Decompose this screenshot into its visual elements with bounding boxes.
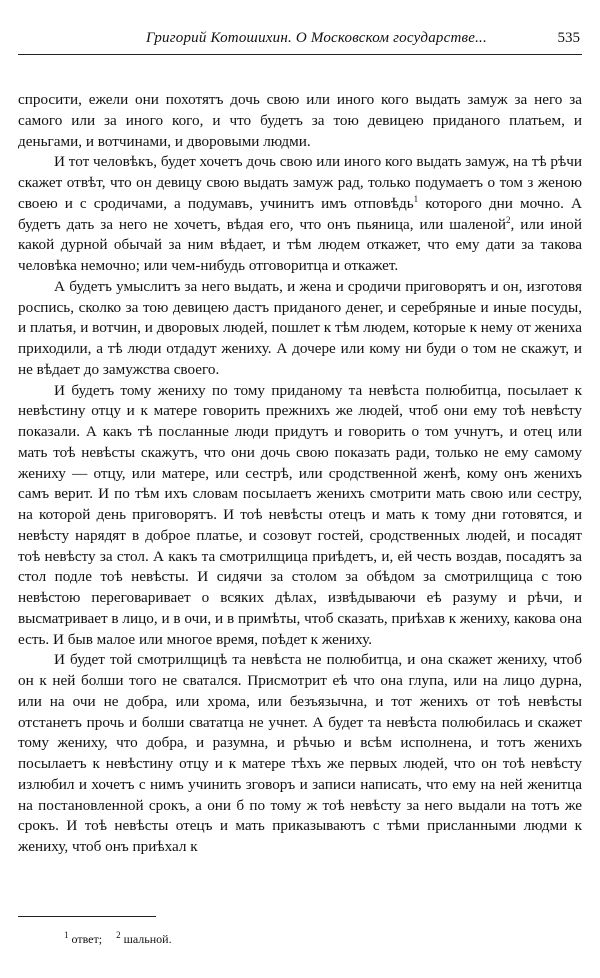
paragraph: И будет той смотрилщицѣ та невѣста не полюбитца, и она скажет жениху, чтоб он к ней болши того не сватался. Присмотрит еѣ что она глупа, или на лицо дурна, или на очи не добра, или хрома, или безъязычна, и тот женихъ от тоѣ невѣсты отстанетъ прочь и болши свататца не учнет. А будет та невѣста полюбилась и скажет тому жениху, что добра, и разумна, и рѣчью и всѣм исполнена, и тотъ женихъ посылаетъ к невѣстину отцу и к матере тѣхъ же первых людей, что он тоѣ невѣсту излюбил и хочетъ с нимъ учинить зговоръ и записи написать, что ему на ней женитца на постановленной срокъ, а они б по тому ж тоѣ невѣсту за него выдали на тотъ же срокъ. И тоѣ невѣсты отецъ и мать приказываютъ с тѣми присланными людми к жениху, чтоб онъ приѣхал к bbox=[18, 651, 582, 855]
footnotes bbox=[64, 932, 172, 947]
running-header bbox=[18, 28, 582, 55]
paragraph bbox=[18, 152, 582, 277]
running-title: Григорий Котошихин. О Московском государстве... bbox=[146, 30, 487, 46]
paragraph-text: , или иной какой дурной обычай за ним вѣдает, и тѣм людем откажет, что ему дати за такова человѣка немочно; или чем-нибудь отговоритца и откажет. bbox=[18, 215, 582, 274]
paragraph: А будетъ умыслитъ за него выдать, и жена и сродичи приговорятъ и он, изготовя роспись, сколко за тою девицею дастъ приданого денег, и серебряные и иные посуды, и платья, и вотчин, и дворовых людей, пошлет к тѣм людем, которые к нему от жениха приходили, а тѣ люди отдадут жениху. А дочере или кому ни буди о том не скажут, и не вѣдает до замужства своего. bbox=[18, 277, 582, 378]
footnote-mark: 1 bbox=[64, 930, 69, 940]
footnote-ref[interactable]: 2 bbox=[506, 214, 511, 225]
paragraph-text: которого дни мочно. А будетъ дать за него не хочетъ, вѣдая его, что онъ пьяница, или шаленой bbox=[18, 194, 582, 233]
footnote-mark: 2 bbox=[116, 930, 121, 940]
footnote-ref[interactable]: 1 bbox=[413, 193, 419, 204]
paragraph-text: И тот человѣкъ, будет хочетъ дочь свою или иного кого выдать замуж, на тѣ рѣчи скажет отвѣт, что он девицу свою выдать замуж рад, только подумаетъ о том з женою своею и с сродичами, а подумавъ, учинитъ имъ отповѣдь bbox=[18, 153, 582, 212]
paragraph: И будетъ тому жениху по тому приданому та невѣста полюбитца, посылает к невѣстину отцу и к матере говорить прежнихъ же людей, чтоб они ему тоѣ невѣсту показали. А какъ тѣ посланные люди придутъ и говорить о том учнутъ, и отец или мать тоѣ невѣсты скажутъ, что они дочь свою показать ради, только не ему самому жениху — отцу, или матере, или сестрѣ, или сродственной женѣ, кому онъ женихъ самъ верит. И по тѣм ихъ словам посылаетъ женихъ смотрити мать свою или сестру, на которой день приговорятъ. И тоѣ невѣсты отецъ и мать к тому дни готовятся, и невѣсту нарядят в доброе платье, и созовут гостей, сродственных людей, и посадят тоѣ невѣсту за стол. А какъ та смотрилщица приѣдетъ, и, ей честь воздав, посадятъ за стол подле тоѣ невѣсты. И сидячи за столом за обѣдом за смотрилщица с тою невѣстою переговаривает о всяких дѣлах, извѣдываючи еѣ разуму и рѣчи, и высматривает в лицо, и в очи, и в примѣты, чтоб сказать, приѣхав к жениху, какова она есть. И быв малое или многое время, поѣдет к жениху. bbox=[18, 381, 582, 648]
page-number: 535 bbox=[557, 30, 580, 46]
body-text bbox=[18, 90, 582, 858]
footnote-text: шальной. bbox=[120, 932, 172, 946]
footnote-divider bbox=[18, 916, 156, 917]
footnote-text: ответ; bbox=[68, 932, 103, 946]
paragraph: спросити, ежели они похотятъ дочь свою или иного кого выдать замуж за него за самого или за иного кого, и что будетъ за тою девицею приданого платьем, и деньгами, и вотчинами, и дворовыми людми. bbox=[18, 91, 582, 150]
